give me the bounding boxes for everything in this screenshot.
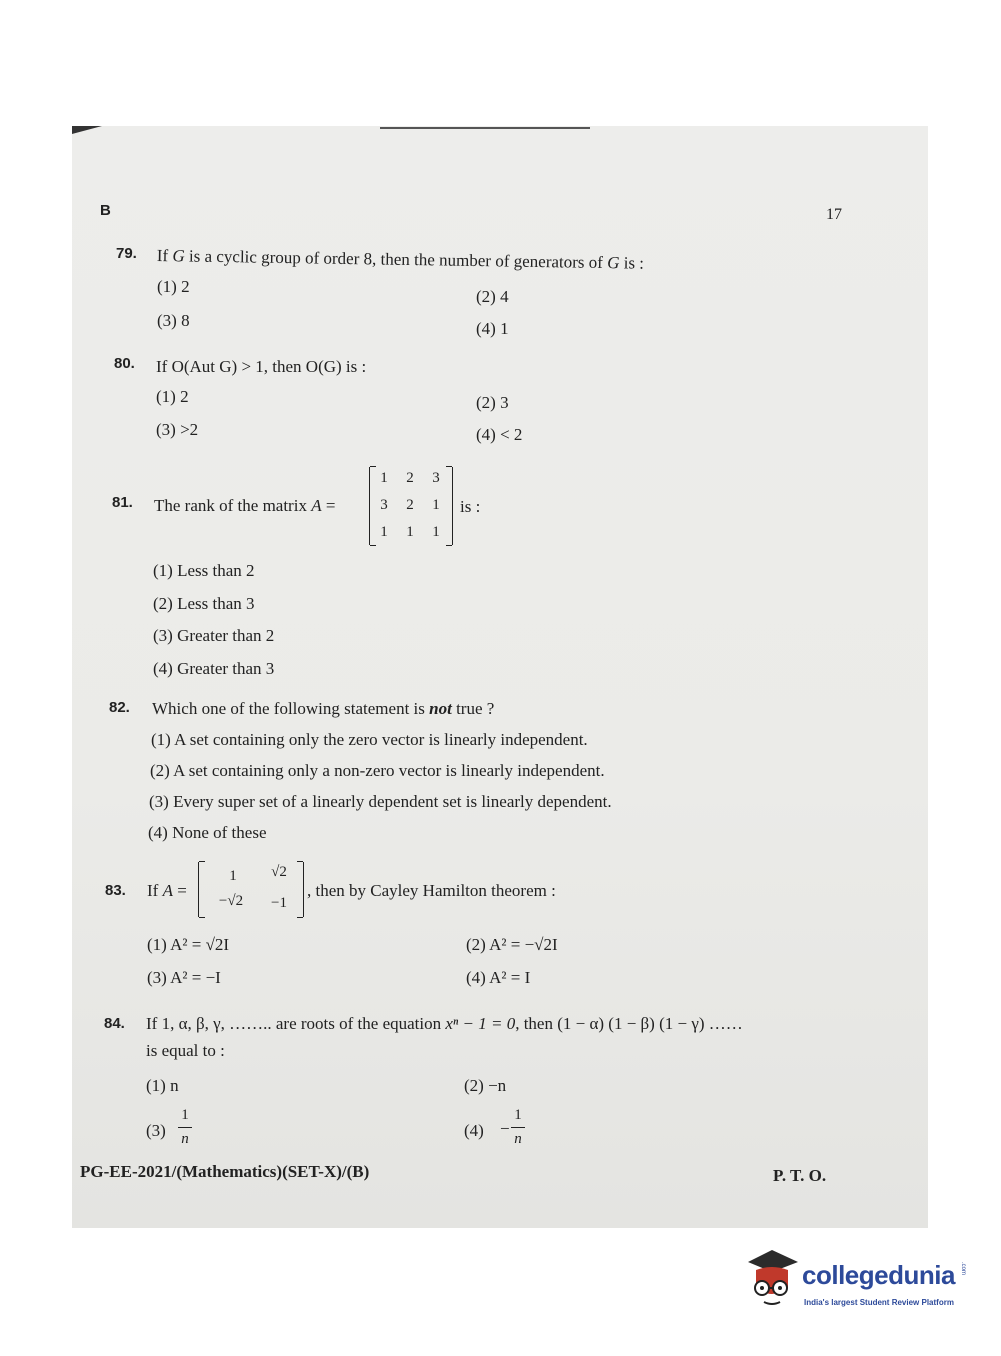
q83-matrix: [198, 862, 304, 917]
matrix-cell: 2: [406, 470, 414, 486]
page-number: 17: [826, 206, 842, 223]
q84-number: 84.: [104, 1015, 125, 1032]
q84-option-3-denominator: n: [181, 1131, 189, 1147]
matrix-cell: 1: [229, 868, 237, 884]
matrix-cell: 1: [380, 524, 388, 540]
q79-option-4: (4) 1: [476, 319, 509, 338]
q84-option-4-sign: −: [500, 1119, 510, 1138]
q83-option-3: (3) A² = −I: [147, 968, 221, 987]
fraction-bar: [511, 1127, 525, 1128]
matrix-cell: 1: [432, 497, 440, 513]
q84-text-line2: is equal to :: [146, 1041, 225, 1060]
q81-text-end: is :: [460, 497, 481, 516]
q82-option-1: (1) A set containing only the zero vector is linearly independent.: [151, 730, 588, 749]
q82-text: Which one of the following statement is not true ?: [152, 699, 495, 718]
matrix-cell: 3: [432, 470, 440, 486]
matrix-cell: 2: [406, 497, 414, 513]
q83-option-4: (4) A² = I: [466, 968, 531, 987]
q79-number: 79.: [116, 245, 137, 262]
logo-wordmark: collegedunia: [802, 1260, 955, 1290]
q80-option-2: (2) 3: [476, 393, 509, 412]
q81-option-2: (2) Less than 3: [153, 594, 255, 613]
logo-tagline: India's largest Student Review Platform: [804, 1298, 954, 1307]
q82-option-3: (3) Every super set of a linearly dependent set is linearly dependent.: [149, 792, 612, 811]
set-code: B: [100, 202, 111, 219]
q84-option-1: (1) n: [146, 1076, 179, 1095]
q81-matrix: [369, 467, 453, 545]
q82-number: 82.: [109, 699, 130, 716]
matrix-cell: √2: [271, 864, 287, 880]
q81-option-3: (3) Greater than 2: [153, 626, 275, 645]
q81-text: The rank of the matrix A =: [154, 496, 336, 515]
q83-number: 83.: [105, 882, 126, 899]
q84-option-3-numerator: 1: [181, 1107, 189, 1123]
q80-option-4: (4) < 2: [476, 425, 523, 444]
q84-option-4-label: (4): [464, 1121, 484, 1140]
q79-option-3: (3) 8: [157, 311, 190, 330]
paper-code: PG-EE-2021/(Mathematics)(SET-X)/(B): [80, 1162, 370, 1181]
q79-option-1: (1) 2: [157, 277, 190, 296]
matrix-cell: 1: [380, 470, 388, 486]
q81-option-1: (1) Less than 2: [153, 561, 255, 580]
pto-label: P. T. O.: [773, 1166, 827, 1185]
matrix-cell: 3: [380, 497, 388, 513]
q82-option-4: (4) None of these: [148, 823, 267, 842]
q80-number: 80.: [114, 355, 135, 372]
q79-option-2: (2) 4: [476, 287, 509, 306]
q83-text: If A =: [147, 881, 187, 900]
graduate-mascot-icon: [742, 1248, 802, 1314]
logo-tld: .com: [960, 1262, 966, 1276]
matrix-cell: −√2: [218, 893, 244, 909]
q80-text: If O(Aut G) > 1, then O(G) is :: [156, 357, 367, 376]
matrix-cell: 1: [432, 524, 440, 540]
q81-number: 81.: [112, 494, 133, 511]
fraction-bar: [178, 1127, 192, 1128]
q83-option-2: (2) A² = −√2I: [466, 935, 558, 954]
matrix-cell: −1: [271, 895, 287, 911]
page-corner: [72, 126, 102, 134]
q83-option-1: (1) A² = √2I: [147, 935, 230, 954]
q79-text: If G is a cyclic group of order 8, then the number of generators of G is :: [156, 246, 645, 273]
page-edge-line: [380, 127, 590, 129]
q84-option-2: (2) −n: [464, 1076, 507, 1095]
collegedunia-logo: [742, 1248, 968, 1318]
q81-option-4: (4) Greater than 3: [153, 659, 275, 678]
q80-option-1: (1) 2: [156, 387, 189, 406]
q84-option-4-denominator: n: [514, 1131, 522, 1147]
q84-option-3-label: (3): [146, 1121, 166, 1140]
matrix-cell: 1: [406, 524, 414, 540]
q80-option-3: (3) >2: [156, 420, 199, 439]
q82-option-2: (2) A set containing only a non-zero vector is linearly independent.: [150, 761, 605, 780]
q84-text: If 1, α, β, γ, …….. are roots of the equation xⁿ − 1 = 0, then (1 − α) (1 − β) (1 − γ) ……: [146, 1014, 743, 1033]
q83-text-end: , then by Cayley Hamilton theorem :: [307, 881, 556, 900]
q84-option-4-numerator: 1: [514, 1107, 522, 1123]
